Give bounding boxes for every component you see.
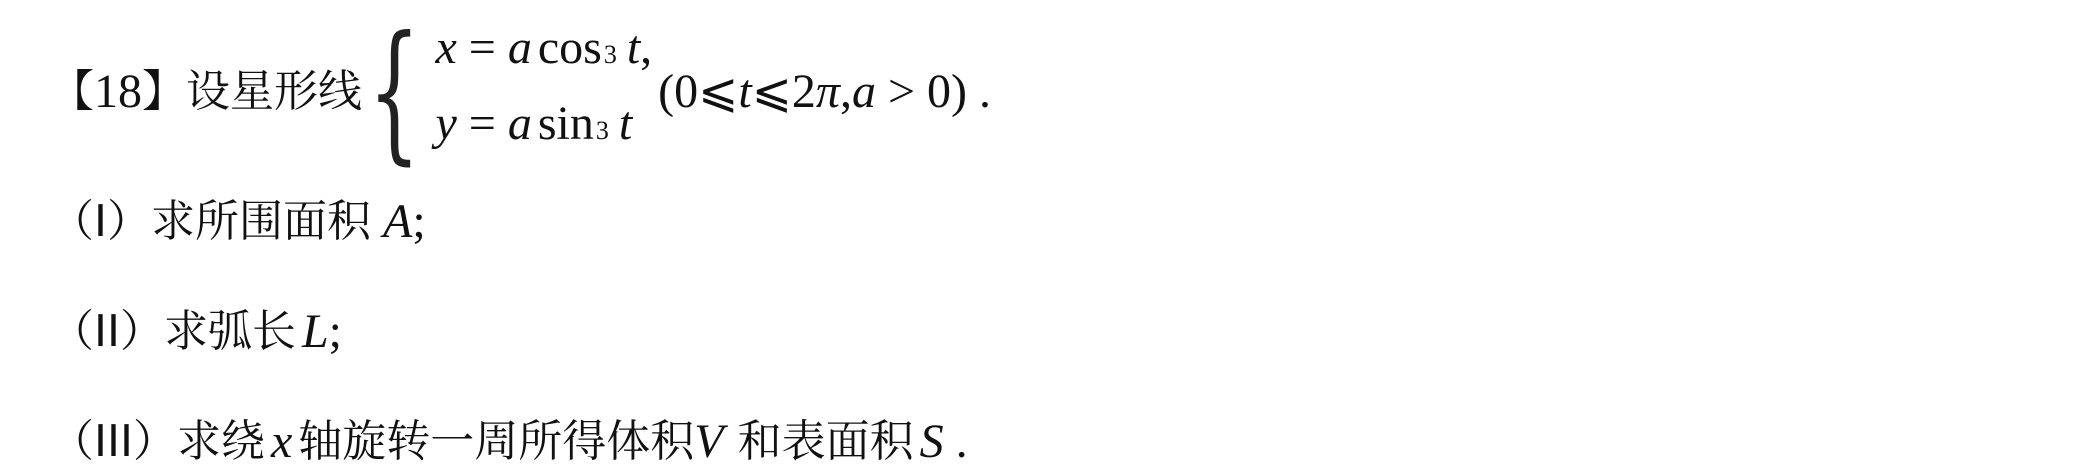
problem-intro: 设星形线: [186, 66, 362, 117]
part-2-var: L: [301, 305, 329, 358]
part-3: [50, 415, 968, 468]
part-3-label: （III）: [50, 416, 177, 467]
part-3-var-s: S: [919, 415, 944, 468]
part-1-text: 求所围面积: [150, 196, 371, 247]
range-a: a: [851, 65, 876, 118]
part-3-tail: .: [943, 415, 968, 468]
range-open: (0⩽: [658, 65, 739, 118]
part-2-tail: ;: [328, 305, 342, 358]
eq2-equals: =: [456, 97, 508, 150]
eq1-coef: a: [507, 21, 532, 74]
equation-x: x = a cos 3 t ,: [435, 21, 653, 74]
eq2-func: sin: [537, 97, 594, 150]
eq1-func: cos: [537, 21, 602, 74]
problem-statement: [50, 5, 992, 179]
range-comma: ,: [839, 65, 852, 118]
problem-number-open: 【: [50, 66, 94, 117]
eq2-lhs: y: [435, 97, 457, 150]
eq1-var: t: [626, 21, 641, 74]
part-1-var: A: [382, 195, 413, 248]
part-3-text-b: 轴旋转一周所得体积: [298, 416, 695, 467]
eq2-var: t: [618, 97, 633, 150]
problem-number: 18: [94, 65, 142, 118]
parametric-system: [435, 21, 653, 160]
eq1-equals: =: [456, 21, 508, 74]
part-2: [50, 305, 342, 358]
part-3-var-v: V: [694, 415, 724, 468]
parameter-range: [658, 65, 992, 118]
problem-number-close: 】: [142, 66, 186, 117]
part-3-text-c: 和表面积: [723, 416, 914, 467]
range-pi: π: [815, 65, 840, 118]
part-1-label: （I）: [50, 196, 151, 247]
part-1-tail: ;: [412, 195, 426, 248]
part-3-text-a: 求绕: [176, 416, 265, 467]
eq2-coef: a: [507, 97, 532, 150]
part-2-text: 求弧长: [163, 306, 296, 357]
part-3-var-x: x: [270, 415, 293, 468]
left-brace-symbol: {: [368, 5, 421, 179]
eq1-lhs: x: [435, 21, 457, 74]
part-2-label: （II）: [50, 306, 164, 357]
part-1: [50, 195, 426, 248]
range-t: t: [738, 65, 752, 118]
equation-y: y = a sin 3 t: [435, 97, 633, 150]
range-mid: ⩽2: [751, 65, 816, 118]
range-close: > 0) .: [875, 65, 992, 118]
eq1-comma: ,: [640, 21, 653, 74]
